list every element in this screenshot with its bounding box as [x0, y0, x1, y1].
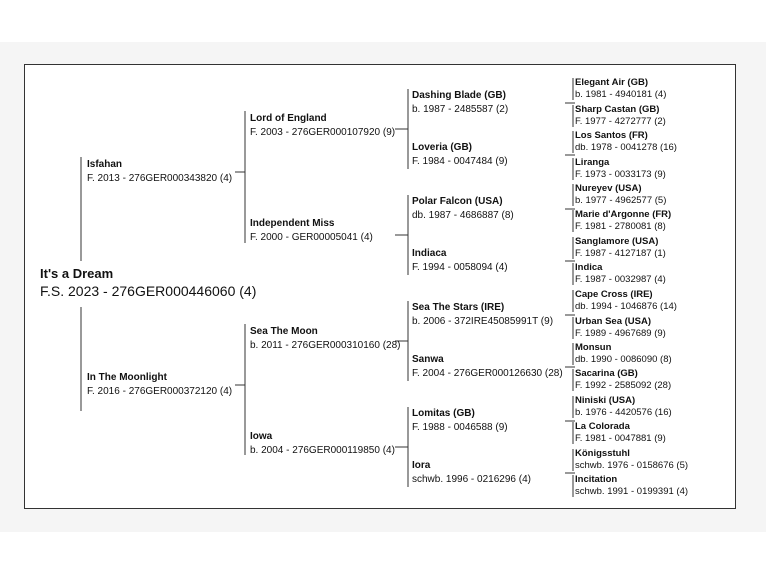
horse-details: db. 1978 - 0041278 (16) — [575, 142, 677, 153]
horse-name: Lord of England — [250, 113, 327, 124]
horse-name: Polar Falcon (USA) — [412, 196, 503, 207]
gen4-horse — [412, 89, 508, 117]
horse-name: Nureyev (USA) — [575, 183, 642, 194]
horse-name: Loveria (GB) — [412, 142, 473, 153]
gen5-horse — [575, 157, 666, 181]
horse-details: schwb. 1991 - 0199391 (4) — [575, 486, 689, 497]
horse-details: F. 1984 - 0047484 (9) — [412, 156, 508, 167]
horse-name: Marie d'Argonne (FR) — [575, 209, 672, 220]
gen5-horse — [575, 289, 677, 313]
horse-details: schwb. 1976 - 0158676 (5) — [575, 460, 689, 471]
horse-details: b. 2006 - 372IRE45085991T (9) — [412, 316, 554, 327]
horse-name: Sacarina (GB) — [575, 368, 638, 379]
gen4-horse — [412, 301, 553, 329]
horse-name: Elegant Air (GB) — [575, 77, 649, 88]
horse-details: b. 2004 - 276GER000119850 (4) — [250, 445, 395, 456]
horse-name: In The Moonlight — [87, 372, 167, 383]
subject-horse — [40, 265, 256, 300]
horse-name: Sea The Moon — [250, 326, 318, 337]
horse-details: b. 2011 - 276GER000310160 (28) — [250, 340, 401, 351]
horse-name: Sea The Stars (IRE) — [412, 302, 505, 313]
gen5-horse — [575, 395, 672, 419]
gen5-horse — [575, 474, 688, 498]
horse-details: F. 2016 - 276GER000372120 (4) — [87, 386, 233, 397]
horse-details: F. 2003 - 276GER000107920 (9) — [250, 127, 396, 138]
gen4-horse — [412, 141, 508, 169]
horse-details: F. 1987 - 4127187 (1) — [575, 248, 666, 259]
paternal-granddam — [250, 217, 373, 245]
horse-details: db. 1994 - 1046876 (14) — [575, 301, 677, 312]
subject-name: It's a Dream — [40, 266, 114, 281]
horse-details: schwb. 1996 - 0216296 (4) — [412, 474, 531, 485]
horse-name: Sanglamore (USA) — [575, 236, 659, 247]
gen5-horse — [575, 316, 666, 340]
gen5-horse — [575, 183, 666, 207]
horse-name: Cape Cross (IRE) — [575, 289, 653, 300]
gen4-horse — [412, 247, 508, 275]
horse-details: b. 1981 - 4940181 (4) — [575, 89, 667, 100]
horse-name: Iora — [412, 460, 431, 471]
horse-details: F. 1992 - 2585092 (28) — [575, 380, 672, 391]
horse-name: Incitation — [575, 474, 618, 485]
gen4-horse — [412, 353, 563, 381]
horse-details: F. 1977 - 4272777 (2) — [575, 116, 666, 127]
horse-details: db. 1990 - 0086090 (8) — [575, 354, 672, 365]
horse-details: F. 1994 - 0058094 (4) — [412, 262, 508, 273]
gen4-horse — [412, 407, 508, 435]
horse-details: F. 1987 - 0032987 (4) — [575, 274, 666, 285]
horse-name: Los Santos (FR) — [575, 130, 648, 141]
horse-details: db. 1987 - 4686887 (8) — [412, 210, 514, 221]
horse-details: b. 1977 - 4962577 (5) — [575, 195, 667, 206]
gen5-horse — [575, 368, 671, 392]
horse-details: F. 2004 - 276GER000126630 (28) — [412, 368, 563, 379]
gen5-horse — [575, 448, 688, 472]
paternal-grandsire — [250, 112, 395, 140]
gen4-horse — [412, 195, 514, 223]
gen5-horse — [575, 104, 666, 128]
horse-name: Dashing Blade (GB) — [412, 90, 506, 101]
subject-details: F.S. 2023 - 276GER000446060 (4) — [40, 283, 257, 299]
gen5-horse — [575, 236, 666, 260]
horse-details: b. 1976 - 4420576 (16) — [575, 407, 672, 418]
maternal-grandsire — [250, 325, 400, 353]
horse-details: F. 1989 - 4967689 (9) — [575, 328, 666, 339]
horse-name: Liranga — [575, 157, 610, 168]
horse-details: F. 1981 - 0047881 (9) — [575, 433, 666, 444]
horse-name: Isfahan — [87, 159, 123, 170]
horse-details: F. 1981 - 2780081 (8) — [575, 221, 666, 232]
horse-name: Iowa — [250, 431, 273, 442]
dam — [87, 371, 232, 399]
horse-name: Urban Sea (USA) — [575, 316, 652, 327]
horse-name: La Colorada — [575, 421, 630, 432]
sire — [87, 158, 232, 186]
horse-name: Lomitas (GB) — [412, 408, 475, 419]
horse-name: Monsun — [575, 342, 612, 353]
gen5-horse — [575, 130, 677, 154]
horse-details: F. 1988 - 0046588 (9) — [412, 422, 508, 433]
gen5-horse — [575, 77, 666, 101]
maternal-granddam — [250, 430, 395, 458]
horse-name: Indica — [575, 262, 603, 273]
horse-name: Königsstuhl — [575, 448, 630, 459]
gen5-horse — [575, 421, 666, 445]
horse-name: Sharp Castan (GB) — [575, 104, 660, 115]
gen5-horse — [575, 342, 672, 366]
horse-name: Niniski (USA) — [575, 395, 636, 406]
horse-details: F. 2000 - GER00005041 (4) — [250, 232, 373, 243]
horse-details: F. 2013 - 276GER000343820 (4) — [87, 173, 233, 184]
horse-name: Sanwa — [412, 354, 444, 365]
horse-details: b. 1987 - 2485587 (2) — [412, 104, 509, 115]
gen5-horse — [575, 262, 666, 286]
horse-name: Indiaca — [412, 248, 447, 259]
gen4-horse — [412, 459, 531, 487]
pedigree-chart — [24, 64, 736, 509]
gen5-horse — [575, 209, 671, 233]
horse-name: Independent Miss — [250, 218, 335, 229]
horse-details: F. 1973 - 0033173 (9) — [575, 169, 666, 180]
